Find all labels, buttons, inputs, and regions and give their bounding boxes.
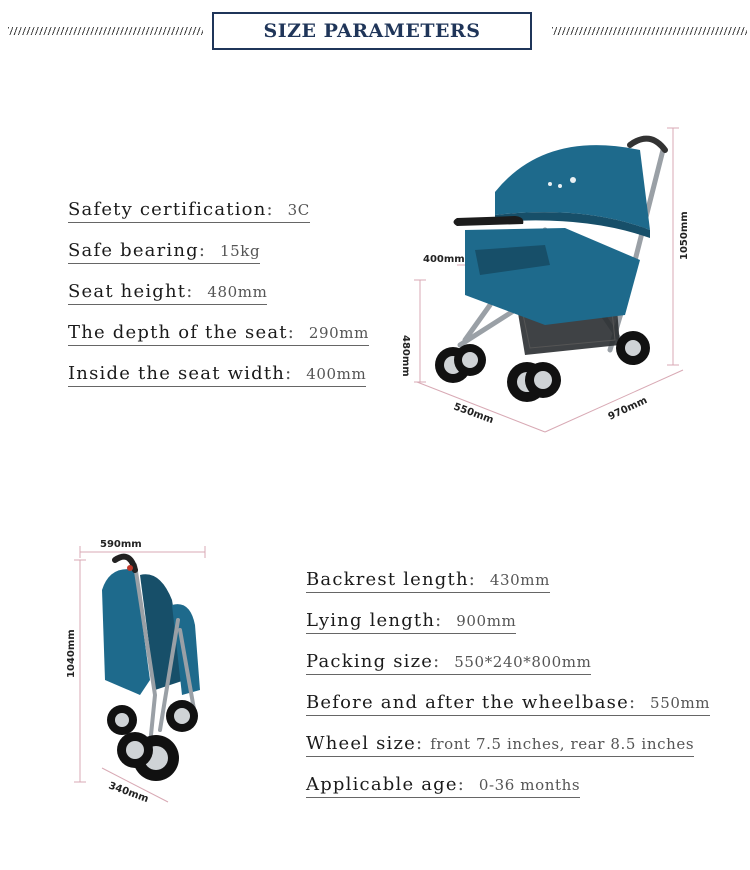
spec-applicable-age: Applicable age: 0-36 months [306, 774, 580, 798]
open-stroller-illustration [395, 120, 695, 440]
dim-folded-depth: 340mm [106, 780, 150, 806]
spec-wheelbase: Before and after the wheelbase: 550mm [306, 692, 710, 716]
dim-folded-height: 1040mm [66, 629, 77, 678]
dim-open-height: 1050mm [679, 211, 690, 260]
spec-lying-length: Lying length: 900mm [306, 610, 516, 634]
spec-backrest-length: Backrest length: 430mm [306, 569, 550, 593]
folded-stroller-illustration [60, 530, 230, 815]
section-title-box [212, 12, 532, 50]
dim-open-seat-height: 480mm [400, 335, 411, 377]
spec-wheel-size: Wheel size: front 7.5 inches, rear 8.5 inches [306, 733, 694, 757]
decorative-hatch-right [552, 27, 747, 35]
section-title: SIZE PARAMETERS [263, 20, 481, 42]
spec-seat-height: Seat height: 480mm [68, 281, 267, 305]
dim-open-width: 550mm [451, 401, 495, 427]
spec-seat-depth: The depth of the seat: 290mm [68, 322, 369, 346]
dim-open-handle-width: 400mm [423, 254, 465, 265]
dim-open-length: 970mm [606, 395, 650, 423]
spec-packing-size: Packing size: 550*240*800mm [306, 651, 591, 675]
spec-seat-width: Inside the seat width: 400mm [68, 363, 366, 387]
spec-safety-certification: Safety certification: 3C [68, 199, 310, 223]
spec-safe-bearing: Safe bearing: 15kg [68, 240, 260, 264]
decorative-hatch-left [8, 27, 203, 35]
dim-folded-length: 590mm [100, 539, 142, 550]
